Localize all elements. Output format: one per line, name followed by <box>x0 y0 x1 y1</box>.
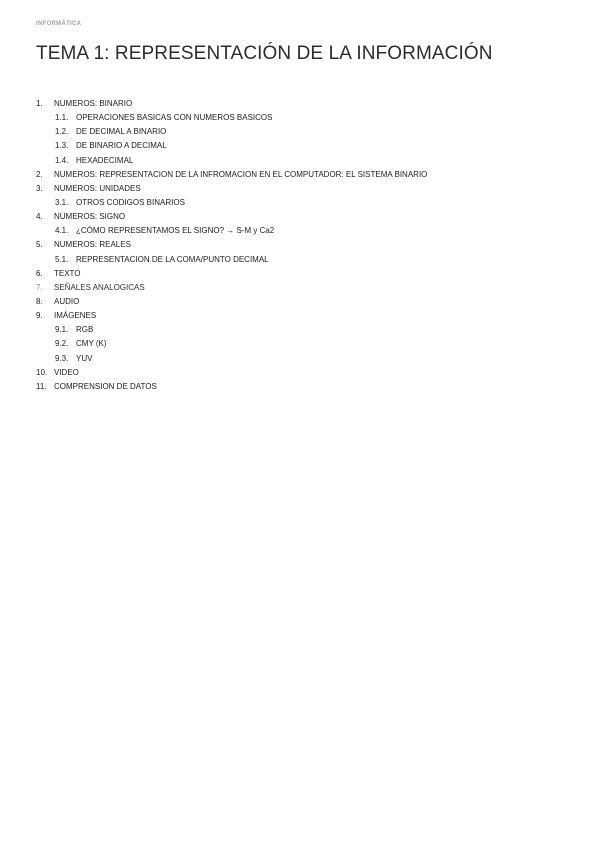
toc-entry-number: 1.1. <box>55 113 69 123</box>
toc-entry-label: OTROS CODIGOS BINARIOS <box>76 197 185 207</box>
toc-entry-label: AUDIO <box>54 296 80 306</box>
toc-entry-number: 9.2. <box>55 339 69 349</box>
toc-entry-number: 9.3. <box>55 353 69 363</box>
toc-entry[interactable] <box>36 323 576 337</box>
toc-entry[interactable] <box>36 366 576 380</box>
toc-entry[interactable] <box>36 154 576 168</box>
page-title: TEMA 1: REPRESENTACIÓN DE LA INFORMACIÓN <box>36 43 493 64</box>
toc-entry-number: 11. <box>36 381 47 391</box>
toc-entry[interactable] <box>36 295 576 309</box>
toc-entry[interactable] <box>36 238 576 252</box>
toc-entry[interactable] <box>36 267 576 281</box>
toc-entry-number: 8. <box>36 296 43 306</box>
toc-entry-label: NUMEROS: REALES <box>54 240 131 250</box>
toc-entry-number: 9. <box>36 311 43 321</box>
toc-entry[interactable] <box>36 309 576 323</box>
toc-entry[interactable] <box>36 210 576 224</box>
toc-entry-label: HEXADECIMAL <box>76 155 134 165</box>
toc-entry-label: COMPRENSION DE DATOS <box>54 381 157 391</box>
toc-entry-number: 4.1. <box>55 226 69 236</box>
toc-entry-number: 3. <box>36 183 43 193</box>
toc-entry-label: ¿CÓMO REPRESENTAMOS EL SIGNO? → S-M y Ca2 <box>76 226 275 236</box>
toc-entry-label: OPERACIONES BASICAS CON NUMEROS BASICOS <box>76 113 273 123</box>
toc-entry[interactable] <box>36 337 576 351</box>
toc-entry-label: SEÑALES ANALOGICAS <box>54 282 145 292</box>
toc-entry-number: 9.1. <box>55 325 69 335</box>
toc-entry[interactable] <box>36 125 576 139</box>
toc-entry-label: NUMEROS: SIGNO <box>54 212 126 222</box>
running-header: INFORMÁTICA <box>36 21 82 27</box>
toc-entry-number: 3.1. <box>55 197 69 207</box>
toc-entry-label: RGB <box>76 325 94 335</box>
toc-entry-number: 1. <box>36 99 43 108</box>
toc-entry-label: NUMEROS: REPRESENTACION DE LA INFROMACION EN EL COMPUTADOR: EL SISTEMA BINARIO <box>54 169 428 179</box>
toc-entry[interactable] <box>36 281 576 295</box>
toc-entry-number: 1.3. <box>55 141 69 151</box>
toc-entry-label: DE DECIMAL A BINARIO <box>76 127 167 137</box>
toc-entry-label: TEXTO <box>54 268 81 278</box>
toc-entry[interactable] <box>36 380 576 394</box>
toc-entry-number: 5.1. <box>55 254 69 264</box>
toc-entry-label: YUV <box>76 353 93 363</box>
toc-entry[interactable] <box>36 139 576 153</box>
toc-entry-label: IMÁGENES <box>54 311 97 321</box>
toc-entry-number: 1.2. <box>55 127 69 137</box>
toc-entry-label: VIDEO <box>54 367 79 377</box>
toc-entry[interactable] <box>36 352 576 366</box>
toc-entry[interactable] <box>36 168 576 182</box>
toc-entry-number: 5. <box>36 240 43 250</box>
toc-entry-label: CMY (K) <box>76 339 107 349</box>
toc-entry[interactable] <box>36 224 576 238</box>
table-of-contents <box>36 97 576 394</box>
toc-entry-label: NUMEROS: BINARIO <box>54 99 133 108</box>
toc-entry-label: NUMEROS: UNIDADES <box>54 183 141 193</box>
toc-entry-number: 10. <box>36 367 48 377</box>
toc-entry-label: REPRESENTACION DE LA COMA/PUNTO DECIMAL <box>76 254 269 264</box>
toc-entry-number: 4. <box>36 212 43 222</box>
toc-entry-number: 2. <box>36 169 43 179</box>
toc-entry[interactable] <box>36 111 576 125</box>
toc-entry[interactable] <box>36 97 576 111</box>
toc-entry[interactable] <box>36 196 576 210</box>
toc-entry-number: 6. <box>36 268 43 278</box>
toc-entry-label: DE BINARIO A DECIMAL <box>76 141 167 151</box>
toc-entry-number: 1.4. <box>55 155 69 165</box>
toc-entry[interactable] <box>36 253 576 267</box>
toc-entry-number: 7. <box>36 282 43 292</box>
toc-entry[interactable] <box>36 182 576 196</box>
